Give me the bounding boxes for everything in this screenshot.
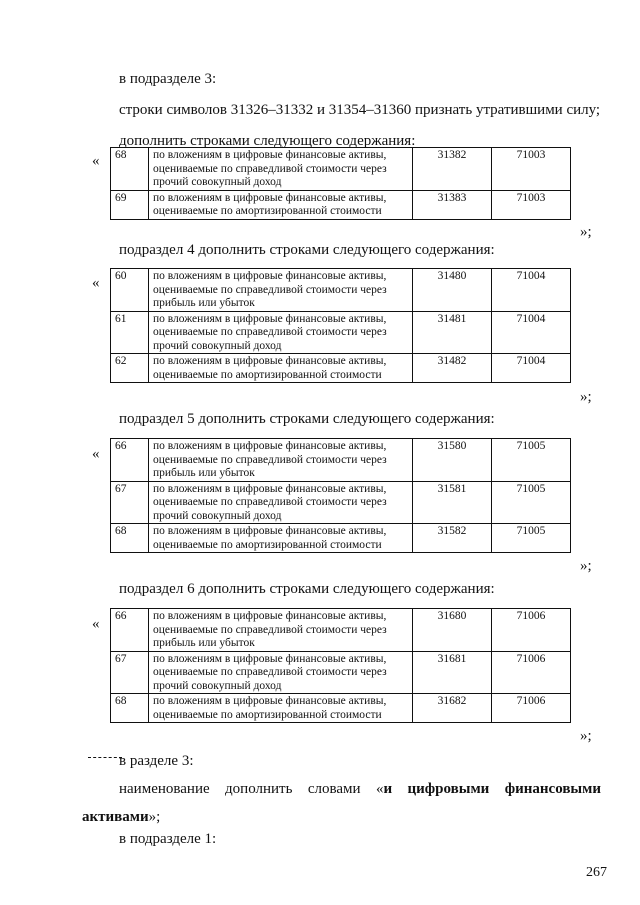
table-row <box>111 609 571 652</box>
table-row <box>111 190 571 219</box>
row-number: 68 <box>111 694 149 723</box>
ofr-code: 71005 <box>492 481 571 524</box>
intro-line-1: в подразделе 3: <box>119 71 217 87</box>
strikethrough-dashes <box>88 757 122 758</box>
ofr-code: 71003 <box>492 190 571 219</box>
ofr-code: 71003 <box>492 148 571 191</box>
table-row <box>111 269 571 312</box>
table-row <box>111 651 571 694</box>
codes-table-1 <box>110 147 571 220</box>
row-description: по вложениям в цифровые финансовые активы, оцениваемые по амортизированной стоимости <box>149 524 413 553</box>
quote-close-1: »; <box>580 224 592 240</box>
ofr-code: 71006 <box>492 694 571 723</box>
symbol-code: 31482 <box>413 354 492 383</box>
page-number: 267 <box>586 865 607 880</box>
row-number: 62 <box>111 354 149 383</box>
ofr-code: 71004 <box>492 354 571 383</box>
table-row <box>111 311 571 354</box>
table-row <box>111 481 571 524</box>
outro-line-1: в разделе 3: <box>119 753 194 769</box>
codes-table-2 <box>110 268 571 383</box>
table-row <box>111 694 571 723</box>
symbol-code: 31681 <box>413 651 492 694</box>
row-description: по вложениям в цифровые финансовые активы, оцениваемые по справедливой стоимости через прибыль или убыток <box>149 269 413 312</box>
intro-line-3: дополнить строками следующего содержания: <box>119 133 416 149</box>
table-row <box>111 524 571 553</box>
quote-close-2: »; <box>580 389 592 405</box>
outro-line-4: в подразделе 1: <box>119 831 217 847</box>
ofr-code: 71006 <box>492 651 571 694</box>
row-description: по вложениям в цифровые финансовые активы, оцениваемые по амортизированной стоимости <box>149 694 413 723</box>
table-row <box>111 354 571 383</box>
row-number: 68 <box>111 524 149 553</box>
ofr-code: 71005 <box>492 524 571 553</box>
symbol-code: 31580 <box>413 439 492 482</box>
row-number: 67 <box>111 481 149 524</box>
heading-subsection-6: подраздел 6 дополнить строками следующего содержания: <box>119 581 495 597</box>
row-description: по вложениям в цифровые финансовые активы, оцениваемые по амортизированной стоимости <box>149 354 413 383</box>
row-number: 61 <box>111 311 149 354</box>
row-number: 60 <box>111 269 149 312</box>
row-description: по вложениям в цифровые финансовые активы, оцениваемые по справедливой стоимости через прибыль или убыток <box>149 439 413 482</box>
heading-subsection-4: подраздел 4 дополнить строками следующего содержания: <box>119 242 495 258</box>
symbol-code: 31382 <box>413 148 492 191</box>
quote-close-3: »; <box>580 558 592 574</box>
symbol-code: 31582 <box>413 524 492 553</box>
symbol-code: 31581 <box>413 481 492 524</box>
codes-table-4 <box>110 608 571 723</box>
table-row <box>111 148 571 191</box>
table-row <box>111 439 571 482</box>
quote-close-4: »; <box>580 728 592 744</box>
row-number: 66 <box>111 439 149 482</box>
row-number: 69 <box>111 190 149 219</box>
symbol-code: 31480 <box>413 269 492 312</box>
quote-open-2: « <box>92 275 100 291</box>
quote-open-3: « <box>92 446 100 462</box>
ofr-code: 71004 <box>492 269 571 312</box>
row-description: по вложениям в цифровые финансовые активы, оцениваемые по справедливой стоимости через прочий совокупный доход <box>149 148 413 191</box>
heading-subsection-5: подраздел 5 дополнить строками следующего содержания: <box>119 411 495 427</box>
row-description: по вложениям в цифровые финансовые активы, оцениваемые по амортизированной стоимости <box>149 190 413 219</box>
row-number: 68 <box>111 148 149 191</box>
ofr-code: 71004 <box>492 311 571 354</box>
row-description: по вложениям в цифровые финансовые активы, оцениваемые по справедливой стоимости через прочий совокупный доход <box>149 311 413 354</box>
outro-line-3: активами»; <box>82 809 161 825</box>
quote-open-4: « <box>92 616 100 632</box>
symbol-code: 31383 <box>413 190 492 219</box>
row-number: 66 <box>111 609 149 652</box>
row-description: по вложениям в цифровые финансовые активы, оцениваемые по справедливой стоимости через прочий совокупный доход <box>149 481 413 524</box>
outro-line-2: наименование дополнить словами «и цифровыми финансовыми <box>119 781 601 797</box>
row-description: по вложениям в цифровые финансовые активы, оцениваемые по справедливой стоимости через прочий совокупный доход <box>149 651 413 694</box>
row-description: по вложениям в цифровые финансовые активы, оцениваемые по справедливой стоимости через прибыль или убыток <box>149 609 413 652</box>
ofr-code: 71005 <box>492 439 571 482</box>
intro-line-2: строки символов 31326–31332 и 31354–31360 признать утратившими силу; <box>119 102 601 118</box>
codes-table-3 <box>110 438 571 553</box>
row-number: 67 <box>111 651 149 694</box>
symbol-code: 31481 <box>413 311 492 354</box>
symbol-code: 31680 <box>413 609 492 652</box>
symbol-code: 31682 <box>413 694 492 723</box>
ofr-code: 71006 <box>492 609 571 652</box>
quote-open-1: « <box>92 153 100 169</box>
